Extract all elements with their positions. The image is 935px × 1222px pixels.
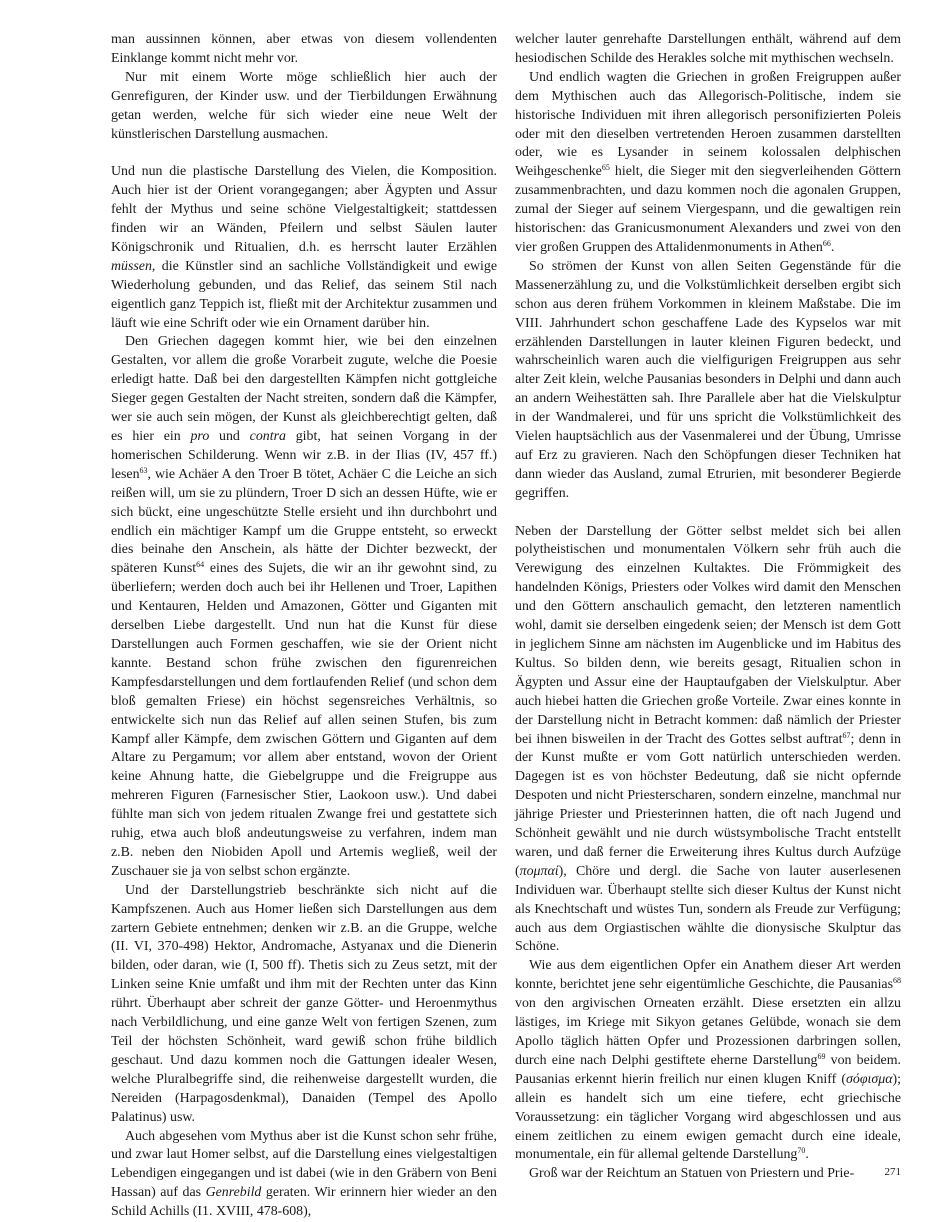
- paragraph: Und nun die plastische Darstellung des Vielen, die Komposition. Auch hier ist der Orient vorangegangen; aber Ägypten und Assur fehlt der Mythus und seine schöne Vielgestaltigkeit; stattdessen finden wir an Wänden, Pfeilern und selbst Säulen lauter Königschronik und Ritualien, d.h. es herrscht lauter Erzählen müssen, die Künstler sind an sachliche Vollständigkeit und ewige Wiederholung gebunden, und das Relief, das seinem Stil nach eigentlich ganz Teppich ist, fließt mit der Architektur zusammen und läuft wie eine Schrift oder wie ein Ornament darüber hin.: [111, 164, 497, 331]
- paragraph: Und endlich wagten die Griechen in großen Freigruppen außer dem Mythischen auch das Allegorisch-Politische, indem sie historische Individuen mit ihren allegorisch personifizierten Poleis oder mit den dieselben vertretenden Heroen zusammen darstellten oder, wie es Lysander in seinem kolossalen delphischen Weihgeschenke$^{65}$ hielt, die Sieger mit den siegverleihenden Göttern zusammenbrachten, und dazu kommen noch die agonalen Gruppen, zumal der Sieger auf seinem Viergespann, und die gewaltigen rein historischen: das Granicusmonument Alexanders und zwei von den vier großen Gruppen des Attalidenmonuments in Athen$^{66}$.: [515, 69, 901, 255]
- paragraph: Auch abgesehen vom Mythus aber ist die Kunst schon sehr frühe, und zwar laut Homer selbst, auf die Darstellung eines vielgestaltigen Lebendigen eingegangen und ist dabei (wie in den Gräbern von Beni Hassan) auf das Genrebild geraten. Wir erinnern hier wieder an den Schild Achills (I1. XVIII, 478-608),: [111, 1128, 497, 1220]
- paragraph: So strömen der Kunst von allen Seiten Gegenstände für die Massenerzählung zu, und die Volkstümlichkeit derselben ergibt sich schon aus deren frühem Vorkommen in kleinem Maßstabe. Die im VIII. Jahrhundert schon geschaffene Lade des Kypselos war mit erzählenden Darstellungen in lauter kleinen Figuren bedeckt, und wahrscheinlich waren auch die vielfigurigen Freigruppen aus sehr alter Zeit klein, welche Pausanias besonders in Delphi und dann auch an andern Weihestätten sah. Ihre Parallele aber hat die Vielskulptur in der Wandmalerei, und für uns spricht die Volkstümlichkeit des Vielen hauptsächlich aus der Vasenmalerei und der Übung, Umrisse auf Erz zu gravieren. Nach den Schöpfungen dieser Techniken hat dann wieder das Ausland, zumal Etrurien, mit besonderer Begierde gegriffen.: [515, 258, 901, 501]
- paragraph: Und der Darstellungstrieb beschränkte sich nicht auf die Kampfszenen. Auch aus Homer ließen sich Darstellungen aus dem zartern Gebiete entnehmen; denken wir z.B. an die Gruppe, welche (II. VI, 370-498) Hektor, Andromache, Astyanax und die Dienerin bilden, oder daran, wie (I, 500 ff). Thetis sich zu Zeus setzt, mit der Linken seine Knie umfaßt und ihm mit der Rechten unter das Kinn rührt. Überhaupt aber schreit der ganze Götter- und Heroenmythus nach Verbildlichung, und eine ganze Welt von fertigen Szenen, zum Teil der höchsten Schönheit, ward gewiß schon frühe bildlich geschaut. Und dazu kommen noch die Gattungen idealer Wesen, welche Pluralbegriffe sind, die reihenweise dargestellt wurden, die Nereiden (Harpagosdenkmal), Danaiden (Tempel des Apollo Palatinus) usw.: [111, 882, 497, 1125]
- paragraph: Wie aus dem eigentlichen Opfer ein Anathem dieser Art werden konnte, berichtet jene sehr eigentümliche Geschichte, die Pausanias$^{68}$ von den argivischen Orneaten erzählt. Diese ersetzten ein allzu lästiges, im Kriege mit Sikyon getanes Gelübde, wonach sie dem Apollo täglich hätten Opfer und Prozessionen darbringen sollen, durch eine nach Delphi gestiftete eherne Darstellung$^{69}$ von beidem. Pausanias erkennt hierin freilich nur einen klugen Kniff (σόφισμα); allein es handelt sich um eine tiefere, echt griechische Voraussetzung: ein täglicher Vorgang wird abgeschlossen und aus einem zeitlichen zu einem ewigen gemacht durch eine ideale, monumentale, ein für allemal geltende Darstellung$^{70}$.: [515, 958, 901, 1163]
- paragraph: Nur mit einem Worte möge schließlich hier auch der Genrefiguren, der Kinder usw. und der Tierbildungen Erwähnung getan werden, welche für sich wieder eine neue Welt der künstlerischen Darstellung ausmachen.: [111, 69, 497, 142]
- right-column: [515, 31, 901, 1184]
- paragraph: man aussinnen können, aber etwas von diesem vollendenten Einklange kommt nicht mehr vor.: [111, 32, 497, 66]
- paragraph: welcher lauter genrehafte Darstellungen enthält, während auf dem hesiodischen Schilde des Herakles solche mit mythischen wechseln.: [515, 32, 901, 66]
- paragraph: Den Griechen dagegen kommt hier, wie bei den einzelnen Gestalten, vor allem die große Vorarbeit zugute, welche die Poesie erledigt hatte. Daß bei den dargestellten Kämpfen nicht gottgleiche Sieger gegen Gestalten der Nacht streiten, sondern daß die Kämpfer, wer sie auch sein mögen, der Kunst als gleichberechtigt gelten, daß es hier ein pro und contra gibt, hat seinen Vorgang in der homerischen Schilderung. Wenn wir z.B. in der Ilias (IV, 457 ff.) lesen$^{63}$, wie Achäer A den Troer B tötet, Achäer C die Leiche an sich reißen will, um sie zu plündern, Troer D sich an dessen Hüfte, wie er sich bückt, eine ungeschützte Stelle ersieht und ihn durchbohrt und endlich ein mächtiger Kampf um die Gruppe entsteht, so erweckt dies beinahe den Anschein, als hätte der Dichter bezweckt, der späteren Kunst$^{64}$ eines des Sujets, die wir an ihr gewohnt sind, zu überliefern; werden doch auch bei ihr Hellenen und Troer, Lapithen und Kentauren, Helden und Amazonen, Götter und Giganten mit derselben Liebe dargestellt. Und nun hat die Kunst für diese Darstellungen auch Formen geschaffen, wie sie der Orient nicht kannte. Bestand schon frühe zwischen den figurenreichen Kampfesdarstellungen und dem fortlaufenden Relief (und schon dem bloß gemalten Friese) ein höchst segensreiches Verhältnis, so entwickelte sich nun das Relief auf allen seinen Stufen, bis zum Kampf aller Kämpfe, dem zwischen Göttern und Giganten auf dem Altare zu Pergamum; vor allem aber entstand, wovon der Orient keine Ahnung hatte, die Giebelgruppe und die Freigruppe aus mehreren Figuren (Farnesischer Stier, Laokoon usw.). Und dabei fühlte man sich von jedem ritualen Zwange frei und gestattete sich ruhig, etwa auch bloß andeutungsweise zu verfahren, indem man z.B. neben den Niobiden Apoll und Artemis wegließ, weil der Zuschauer sie ja von selbst schon ergänzte.: [111, 334, 498, 879]
- paragraph: Groß war der Reichtum an Statuen von Priestern und Prie-: [529, 1166, 855, 1182]
- page-number: 271: [884, 1166, 901, 1178]
- left-column: [111, 31, 497, 1222]
- paragraph: Neben der Darstellung der Götter selbst meldet sich bei allen polytheistischen und monumentalen Völkern sehr früh auch die Verewigung des einzelnen Kultaktes. Die Frömmigkeit des handelnden Königs, Priesters oder Volkes wird damit den Menschen und den Göttern anschaulich gemacht, den letzteren namentlich wohl, damit sie derselben eingedenk seien; der Mensch ist dem Gott in jeglichem Sinne am nächsten im Augenblicke und im Habitus des Kultus. So bilden denn, wie bereits gesagt, Ritualien schon in Ägypten und Assur eine der Hauptaufgaben der Vielskulptur. Aber auch hiebei hatten die Griechen große Vorteile. Zwar eines konnte in der Darstellung nicht in Betracht kommen: daß nämlich der Priester bei ihnen bisweilen in der Tracht des Gottes selbst auftrat$^{67}$; denn in der Kunst mußte er vom Gott natürlich unterschieden werden. Dagegen ist es von höchster Bedeutung, daß sie nicht opfernde Despoten und nicht Priesterscharen, sondern einzelne, manchmal nur jährige Priester und Priesterinnen hatten, die oft nach Jugend und Schönheit gewählt und nie durch wüstsymbolische Tracht entstellt waren, und daß ferner die Erweiterung ihres Kultus durch Aufzüge (πομπαί), Chöre und dergl. die Sache von lauter auserlesenen Individuen war. Überhaupt stellte sich dieser Kultus der Kunst nicht als Knechtschaft und wüstes Tun, sondern als Freude zur Verfügung; auch aus dem Orgiastischen wählte die dionysische Skulptur das Schöne.: [515, 523, 901, 955]
